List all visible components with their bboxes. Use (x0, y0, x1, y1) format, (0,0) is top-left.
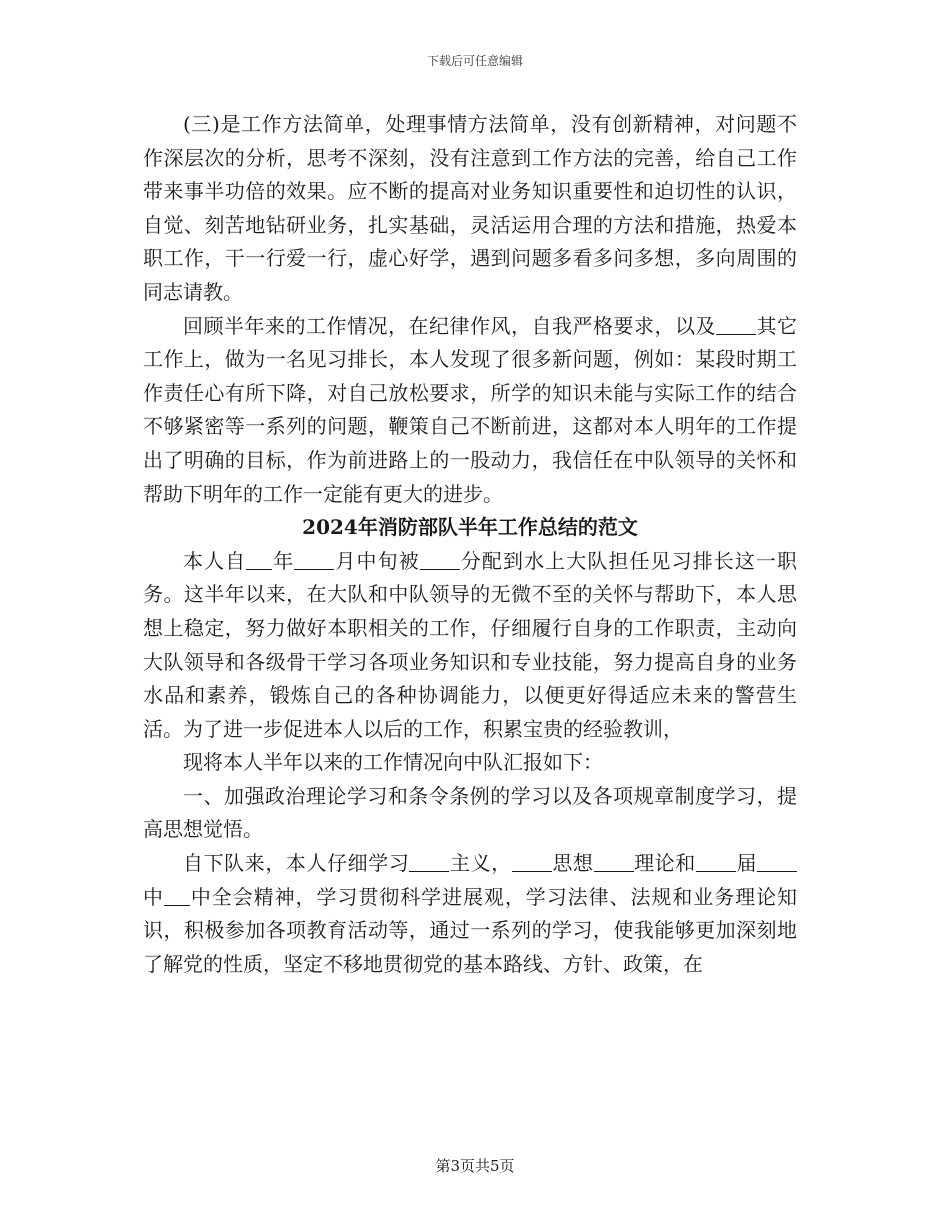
paragraph-intro (143, 545, 797, 747)
document-body (143, 108, 797, 981)
section-title: 2024年消防部队半年工作总结的范文 (302, 515, 638, 540)
fill-blank (512, 851, 552, 872)
fill-blank (294, 549, 334, 570)
text-segment: 理论和 (633, 851, 696, 876)
fill-blank (409, 851, 449, 872)
paragraph-review (143, 310, 797, 512)
text-segment: 月中旬被 (334, 548, 420, 573)
text-segment: 思想 (551, 851, 594, 876)
fill-blank (696, 851, 736, 872)
page-header: 下载后可任意编辑 (426, 54, 523, 68)
paragraph-study (143, 847, 797, 981)
fill-blank (420, 549, 460, 570)
text-segment: 本人自 (183, 548, 247, 573)
paragraph-report-lead: 现将本人半年以来的工作情况向中队汇报如下： (183, 750, 603, 775)
fill-blank (164, 885, 190, 906)
text-segment: 其它工作上，做为一名见习排长，本人发现了很多新问题，例如：某段时期工作责任心有所下降，对自己放松要求，所学的知识未能与实际工作的结合不够紧密等一系列的问题，鞭策自己不断前进，这都对本人明年的工作提出了明确的目标，作为前进路上的一股动力，我信任在中队领导的关怀和帮助下明年的工作一定能有更大的进步。 (143, 313, 797, 506)
text-segment: 主义， (449, 851, 512, 876)
fill-blank (757, 851, 797, 872)
paragraph-method-issues: (三)是工作方法简单，处理事情方法简单，没有创新精神，对问题不作深层次的分析，思考不深刻，没有注意到工作方法的完善，给自己工作带来事半功倍的效果。应不断的提高对业务知识重要性和迫切性的认识，自觉、刻苦地钻研业务，扎实基础，灵活运用合理的方法和措施，热爱本职工作，干一行爱一行，虚心好学，遇到问题多看多问多想，多向周围的同志请教。 (143, 112, 797, 304)
text-segment: 回顾半年来的工作情况，在纪律作风，自我严格要求，以及 (183, 313, 716, 338)
text-segment: 中 (143, 884, 164, 909)
page-number: 第3页共5页 (435, 1157, 515, 1175)
text-segment: 中全会精神，学习贯彻科学进展观，学习法律、法规和业务理论知识，积极参加各项教育活动等，通过一系列的学习，使我能够更加深刻地了解党的性质，坚定不移地贯彻党的基本路线、方针、政策，在 (143, 884, 798, 976)
text-segment: 届 (735, 851, 758, 876)
text-segment: 分配到水上大队担任见习排长这一职务。这半年以来，在大队和中队领导的无微不至的关怀与帮助下，本人思想上稳定，努力做好本职相关的工作，仔细履行自身的工作职责，主动向大队领导和各级骨干学习各项业务知识和专业技能，努力提高自身的业务水品和素养，锻炼自己的各种协调能力，以便更好得适应未来的警营生活。为了进一步促进本人以后的工作，积累宝贵的经验教训， (143, 548, 798, 741)
text-segment: 年 (272, 548, 295, 573)
fill-blank (594, 851, 634, 872)
paragraph-item-one: 一、加强政治理论学习和条令条例的学习以及各项规章制度学习，提高思想觉悟。 (143, 783, 797, 842)
fill-blank (716, 314, 756, 335)
text-segment: 自下队来，本人仔细学习 (183, 851, 410, 876)
fill-blank (246, 549, 272, 570)
